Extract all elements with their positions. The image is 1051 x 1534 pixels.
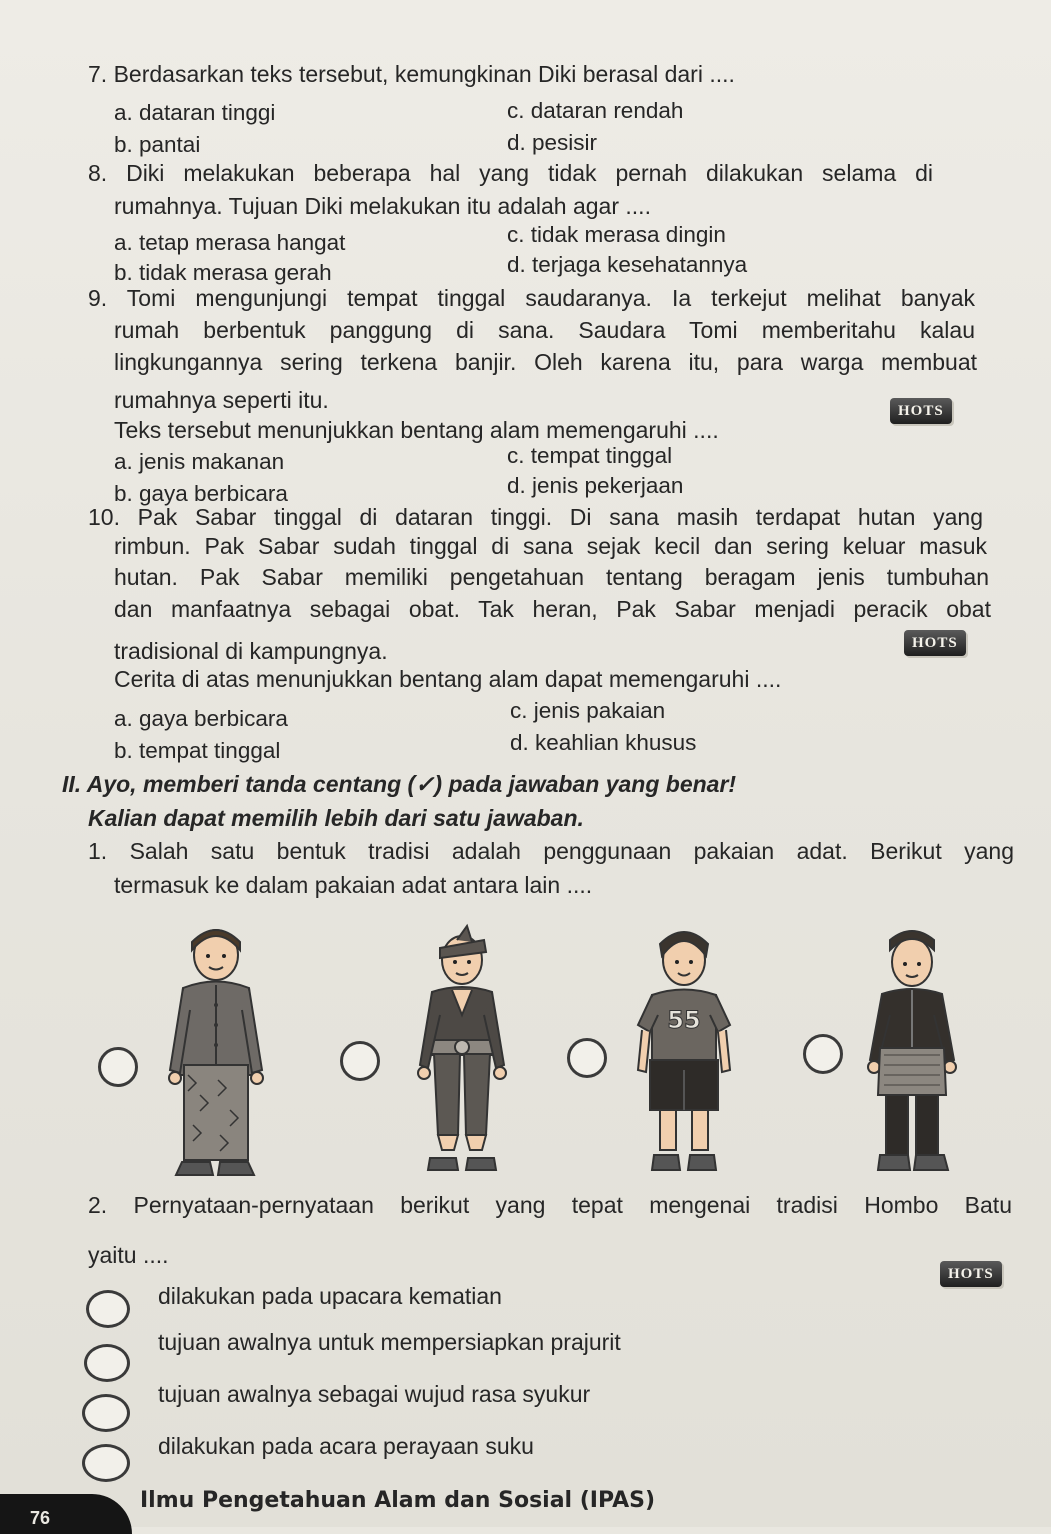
footer-subject-title: Ilmu Pengetahuan Alam dan Sosial (IPAS)	[140, 1488, 656, 1513]
figure-traditional-costume-sarong	[866, 920, 966, 1180]
section2-subheading: Kalian dapat memilih lebih dari satu jawaban.	[88, 805, 584, 831]
s2-q2-option-4: dilakukan pada acara perayaan suku	[158, 1433, 534, 1459]
q10-line6: Cerita di atas menunjukkan bentang alam dapat memengaruhi ....	[114, 666, 782, 692]
answer-checkbox-costume-1[interactable]	[98, 1047, 138, 1087]
answer-checkbox-costume-2[interactable]	[340, 1041, 380, 1081]
q9-option-a: a. jenis makanan	[114, 449, 285, 474]
section2-heading: II. Ayo, memberi tanda centang (✓) pada jawaban yang benar!	[62, 771, 737, 797]
hots-badge: HOTS	[890, 398, 952, 424]
q10-line3: hutan. Pak Sabar memiliki pengetahuan tentang beragam jenis tumbuhan	[114, 564, 989, 590]
q10-line2: rimbun. Pak Sabar sudah tinggal di sana sejak kecil dan sering keluar masuk	[114, 533, 987, 559]
figure-sports-jersey	[634, 920, 734, 1180]
q8-option-d: d. terjaga kesehatannya	[507, 252, 748, 277]
answer-checkbox-costume-3[interactable]	[567, 1038, 607, 1078]
q8-option-c: c. tidak merasa dingin	[507, 222, 726, 247]
answer-checkbox-costume-4[interactable]	[803, 1034, 843, 1074]
q10-line5: tradisional di kampungnya.	[114, 638, 388, 664]
s2-q1-line2: termasuk ke dalam pakaian adat antara lain ....	[114, 872, 593, 898]
q10-option-c: c. jenis pakaian	[510, 698, 666, 723]
s2-q1-line1: 1. Salah satu bentuk tradisi adalah penggunaan pakaian adat. Berikut yang	[88, 838, 1014, 864]
s2-q2-line1: 2. Pernyataan-pernyataan berikut yang tepat mengenai tradisi Hombo Batu	[88, 1192, 1012, 1218]
q9-option-c: c. tempat tinggal	[507, 443, 673, 468]
q7-option-d: d. pesisir	[507, 130, 598, 155]
q9-line5: Teks tersebut menunjukkan bentang alam memengaruhi ....	[114, 417, 719, 443]
answer-checkbox-option-2[interactable]	[84, 1344, 130, 1382]
q9-line2: rumah berbentuk panggung di sana. Saudara Tomi memberitahu kalau	[114, 317, 975, 343]
figure-traditional-costume-headband	[412, 920, 512, 1180]
q8-option-a: a. tetap merasa hangat	[114, 230, 346, 255]
s2-q2-option-3: tujuan awalnya sebagai wujud rasa syukur	[158, 1381, 591, 1407]
q7-option-b: b. pantai	[114, 132, 201, 157]
page-number: 76	[30, 1508, 51, 1528]
hots-badge: HOTS	[940, 1261, 1002, 1287]
page-number-badge	[0, 1494, 132, 1534]
s2-q2-option-1: dilakukan pada upacara kematian	[158, 1283, 502, 1309]
q9-option-b: b. gaya berbicara	[114, 481, 288, 506]
hots-badge: HOTS	[904, 630, 966, 656]
q8-option-b: b. tidak merasa gerah	[114, 260, 332, 285]
q9-line1: 9. Tomi mengunjungi tempat tinggal saudaranya. Ia terkejut melihat banyak	[88, 285, 975, 311]
q9-option-d: d. jenis pekerjaan	[507, 473, 684, 498]
answer-checkbox-option-4[interactable]	[82, 1444, 130, 1482]
q10-line1: 10. Pak Sabar tinggal di dataran tinggi. Di sana masih terdapat hutan yang	[88, 504, 983, 530]
q8-stem-line2: rumahnya. Tujuan Diki melakukan itu adalah agar ....	[114, 193, 651, 219]
q10-option-d: d. keahlian khusus	[510, 730, 697, 755]
q10-option-b: b. tempat tinggal	[114, 738, 281, 763]
q8-stem-line1: 8. Diki melakukan beberapa hal yang tidak pernah dilakukan selama di	[88, 160, 933, 186]
answer-checkbox-option-1[interactable]	[86, 1290, 130, 1328]
jersey-number: 55	[667, 1006, 701, 1034]
q9-line4: rumahnya seperti itu.	[114, 387, 329, 413]
q7-stem: 7. Berdasarkan teks tersebut, kemungkinan Diki berasal dari ....	[88, 61, 735, 87]
s2-q2-line2: yaitu ....	[88, 1242, 169, 1268]
q7-option-a: a. dataran tinggi	[114, 100, 276, 125]
q7-option-c: c. dataran rendah	[507, 98, 684, 123]
figure-javanese-costume	[158, 920, 273, 1185]
q9-line3: lingkungannya sering terkena banjir. Oleh karena itu, para warga membuat	[114, 349, 977, 375]
s2-q2-option-2: tujuan awalnya untuk mempersiapkan prajurit	[158, 1329, 621, 1355]
q10-option-a: a. gaya berbicara	[114, 706, 288, 731]
answer-checkbox-option-3[interactable]	[82, 1394, 130, 1432]
q10-line4: dan manfaatnya sebagai obat. Tak heran, Pak Sabar menjadi peracik obat	[114, 596, 991, 622]
